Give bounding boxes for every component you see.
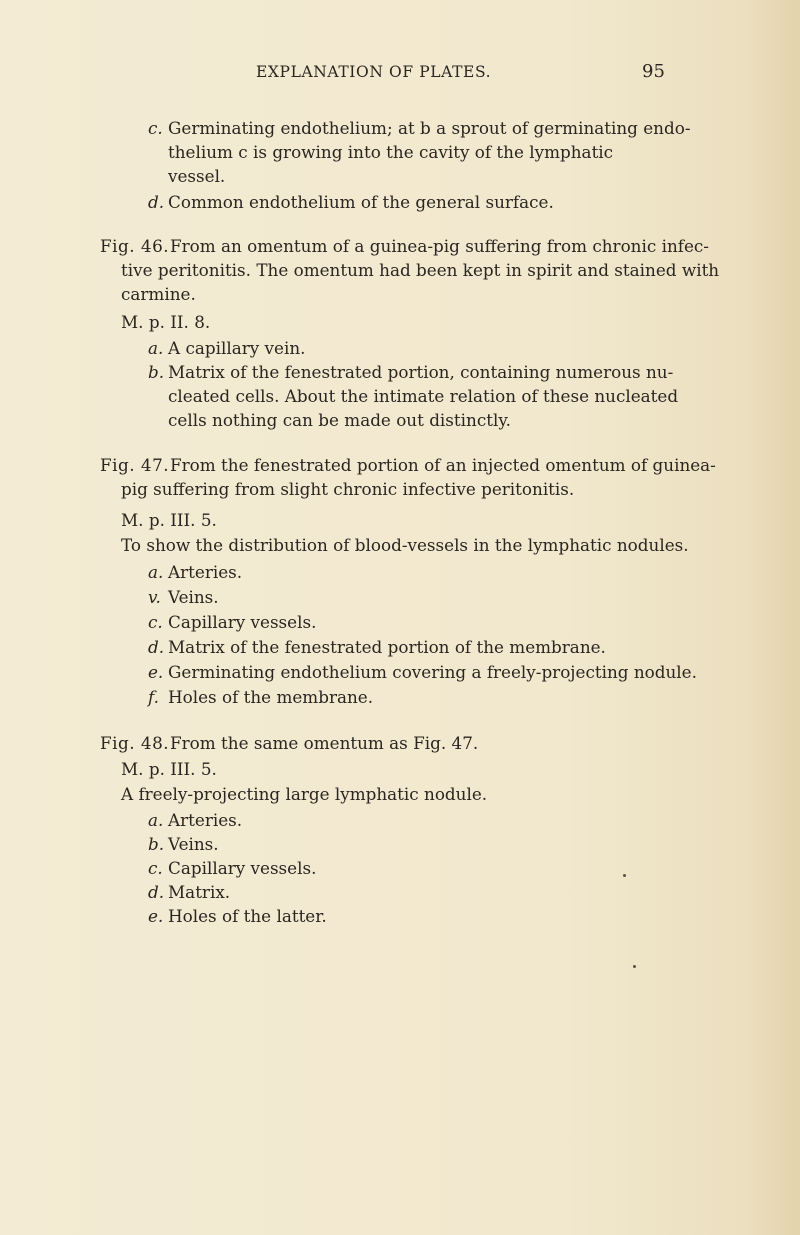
item-letter: b.	[148, 834, 165, 854]
paper-speck	[623, 874, 626, 877]
item-text: Germinating endothelium; at b a sprout of germinating endo-	[168, 118, 691, 138]
paper-speck	[633, 965, 636, 968]
fig-description: tive peritonitis. The omentum had been kept in spirit and stained with	[121, 260, 720, 280]
fig-reference: M. p. III. 5.	[121, 759, 217, 779]
fig-reference: M. p. II. 8.	[121, 312, 211, 332]
item-text: Matrix of the fenestrated portion of the membrane.	[168, 637, 606, 657]
item-text: Arteries.	[168, 562, 243, 582]
fig-description: From the fenestrated portion of an injected omentum of guinea-	[170, 455, 716, 475]
item-letter: f.	[148, 687, 159, 707]
item-letter: e.	[148, 906, 164, 926]
item-letter: a.	[148, 562, 164, 582]
item-letter: d.	[148, 882, 165, 902]
item-text: cells nothing can be made out distinctly.	[168, 410, 511, 430]
fig-intro: To show the distribution of blood-vessels in the lymphatic nodules.	[121, 535, 689, 555]
fig-label: Fig. 48.	[100, 733, 170, 753]
fig-description: From the same omentum as Fig. 47.	[170, 733, 479, 753]
item-text: Capillary vessels.	[168, 858, 317, 878]
fig-description: carmine.	[121, 284, 196, 304]
fig-label: Fig. 46.	[100, 236, 170, 256]
page-number: 95	[642, 61, 665, 82]
item-text: cleated cells. About the intimate relation of these nucleated	[168, 386, 679, 406]
item-letter: d.	[148, 637, 165, 657]
fig-description: From an omentum of a guinea-pig suffering from chronic infec-	[170, 236, 709, 256]
item-text: Holes of the membrane.	[168, 687, 374, 707]
item-text: Capillary vessels.	[168, 612, 317, 632]
item-letter: e.	[148, 662, 164, 682]
item-text: Matrix.	[168, 882, 231, 902]
item-letter: v.	[148, 587, 161, 607]
item-letter: a.	[148, 338, 164, 358]
item-text: Veins.	[168, 587, 219, 607]
fig-reference: M. p. III. 5.	[121, 510, 217, 530]
item-letter: b.	[148, 362, 165, 382]
fig-label: Fig. 47.	[100, 455, 170, 475]
item-letter: c.	[148, 612, 163, 632]
fig-description: pig suffering from slight chronic infective peritonitis.	[121, 479, 575, 499]
fig-intro: A freely-projecting large lymphatic nodule.	[121, 784, 488, 804]
item-text: vessel.	[168, 166, 226, 186]
item-letter: c.	[148, 118, 163, 138]
header-title: EXPLANATION OF PLATES.	[256, 63, 492, 81]
item-text: thelium c is growing into the cavity of the lymphatic	[168, 142, 614, 162]
item-text: Common endothelium of the general surface.	[168, 192, 554, 212]
item-text: Germinating endothelium covering a freely-projecting nodule.	[168, 662, 697, 682]
item-letter: d.	[148, 192, 165, 212]
item-text: Matrix of the fenestrated portion, containing numerous nu-	[168, 362, 674, 382]
running-header	[0, 63, 800, 87]
item-text: Veins.	[168, 834, 219, 854]
item-text: Holes of the latter.	[168, 906, 327, 926]
item-letter: c.	[148, 858, 163, 878]
item-text: Arteries.	[168, 810, 243, 830]
item-letter: a.	[148, 810, 164, 830]
item-text: A capillary vein.	[168, 338, 306, 358]
